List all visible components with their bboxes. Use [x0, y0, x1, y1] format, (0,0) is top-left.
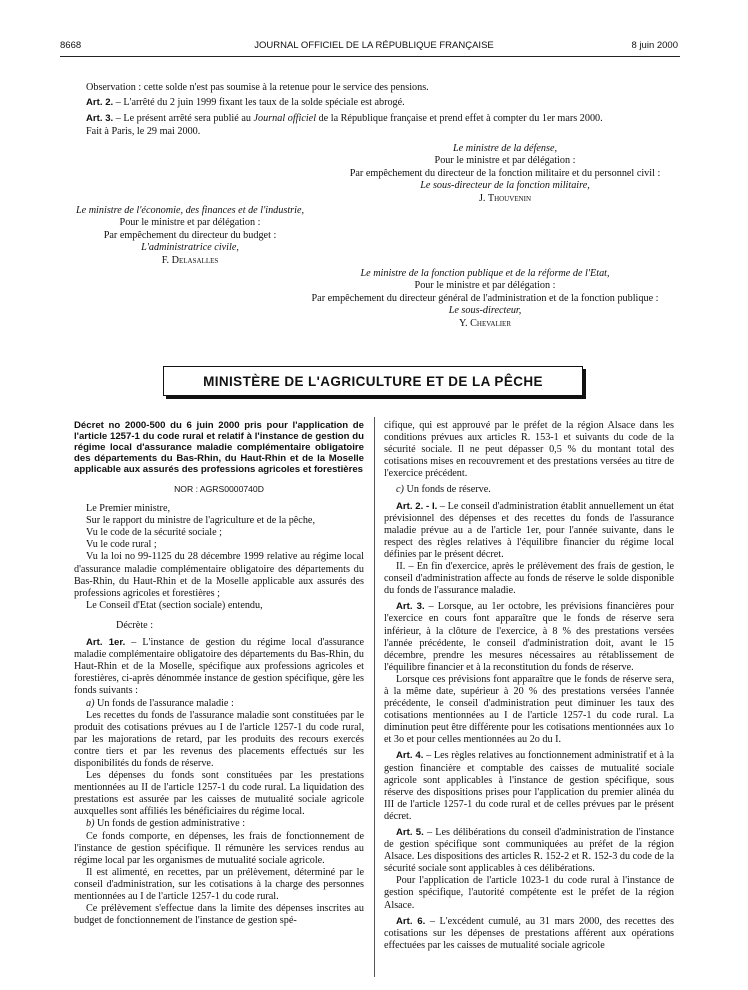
decree-title: Décret no 2000-500 du 6 juin 2000 pris pour l'application de l'article 1257-1 du code rural et relatif à l'instance de gestion du régime local d'assurance maladie complémentaire obligatoire des départements du Bas-Rhin, du Haut-Rhin et de la Moselle applicable aux assurés des professions agricoles et forestières [74, 420, 364, 475]
left-column [74, 420, 364, 927]
item-letter: b) [86, 818, 95, 830]
signature-title: Le ministre de la défense, [452, 143, 558, 154]
item-text: Un fonds de réserve. [403, 484, 491, 496]
item-text: Un fonds de l'assurance maladie : [94, 697, 234, 709]
item-letter: a) [86, 697, 95, 709]
paragraph: Vu la loi no 99-1125 du 28 décembre 1999 relative au régime local d'assurance maladie complémentaire obligatoire des départements du Bas-Rhin, du Haut-Rhin et de la Moselle applicable aux assurés des professions agricoles et forestières ; [74, 551, 364, 599]
signature-line: Pour le ministre et par délégation : [119, 217, 261, 229]
signature-line: Par empêchement du directeur de la fonction militaire et du personnel civil : [349, 167, 661, 179]
journal-name: Journal officiel [253, 113, 317, 124]
signature-line: Pour le ministre et par délégation : [414, 280, 556, 292]
date-place-line: Fait à Paris, le 29 mai 2000. [86, 126, 201, 137]
paragraph: Le Premier ministre, [86, 503, 171, 515]
paragraph: Le Conseil d'Etat (section sociale) entendu, [86, 599, 263, 611]
article-1 [74, 637, 364, 697]
paragraph: Pour l'application de l'article 1023-1 du code rural à l'instance de gestion spécifique, l'autorité compétente est le préfet de la région Alsace. [384, 875, 674, 911]
article-3 [384, 601, 674, 674]
paragraph: Sur le rapport du ministre de l'agriculture et de la pêche, [86, 515, 315, 527]
article-label: Art. 2. - I. [396, 500, 438, 512]
fund-b [74, 818, 364, 830]
fund-a [74, 698, 364, 710]
signatory-name: F. Delasalles [161, 254, 219, 266]
item-text: Un fonds de gestion administrative : [94, 818, 246, 830]
paragraph: cifique, qui est approuvé par le préfet de la région Alsace dans les conditions prévues aux articles R. 153-1 et suivants du code de la sécurité sociale. Il ne peut dépasser 0,5 % du montant total des cotisations mises en recouvrement et des prestations versées au titre de l'exercice précédent. [384, 420, 674, 480]
paragraph: Vu le code rural ; [86, 539, 157, 551]
prev-article-2 [86, 97, 405, 109]
observation-line: Observation : cette solde n'est pas soumise à la retenue pour le service des pensions. [86, 82, 429, 93]
article-4 [384, 750, 674, 823]
signature-fonction-publique [290, 268, 680, 330]
signatory-name: J. Thouvenin [478, 192, 532, 204]
article-label: Art. 1er. [86, 637, 126, 649]
signature-defense [330, 143, 680, 205]
paragraph: II. – En fin d'exercice, après le prélèvement des frais de gestion, le conseil d'administration affecte au fonds de réserve le solde disponible du fonds de l'assurance maladie. [384, 561, 674, 597]
article-text: de la République française et prend effet à compter du 1er mars 2000. [316, 113, 603, 124]
issue-date: 8 juin 2000 [631, 40, 678, 51]
signature-economie [60, 205, 320, 267]
article-label: Art. 5. [396, 827, 424, 838]
paragraph: Les dépenses du fonds sont constituées par les prestations mentionnées au II de l'article 1257-1 du code rural. La liquidation des prestations est assurée par les caisses de mutualité sociale agricole auxquelles sont affiliés les bénéficiaires du régime local. [74, 770, 364, 818]
signature-title: Le ministre de l'économie, des finances et de l'industrie, [75, 205, 305, 216]
article-label: Art. 2. [86, 97, 114, 108]
header-rule [60, 56, 680, 57]
article-text: – L'instance de gestion du régime local d'assurance maladie complémentaire obligatoire des départements du Bas-Rhin, du Haut-Rhin et de la Moselle, spécifique aux professions agricoles et forestières, ci-après dénommée instance de gestion spécifique, gère les fonds suivants : [74, 637, 364, 697]
article-2 [384, 501, 674, 561]
article-label: Art. 3. [396, 601, 425, 613]
article-text: – Lorsque, au 1er octobre, les prévisions financières pour l'exercice en cours font apparaître que le fonds de réserve sera inférieur, à la clôture de l'exercice, à 8 % des prestations versées l'année précédente, le conseil d'administration doit, avant le 15 décembre, prendre les mesures nécessaires au rétablissement de l'équilibre financier et à la reconstitution du fonds de réserve. [384, 601, 674, 673]
article-label: Art. 3. [86, 113, 114, 124]
article-text: – Le présent arrêté sera publié au [113, 113, 254, 124]
journal-title: JOURNAL OFFICIEL DE LA RÉPUBLIQUE FRANÇAISE [254, 40, 494, 51]
article-6 [384, 916, 674, 952]
paragraph: Ce fonds comporte, en dépenses, les frais de fonctionnement de l'instance de gestion spécifique. Il rémunère les services rendus au régime local par les organismes de mutualité sociale agricole. [74, 830, 364, 866]
signature-role: Le sous-directeur, [448, 305, 522, 317]
paragraph: Vu le code de la sécurité sociale ; [86, 527, 223, 539]
signature-line: Par empêchement du directeur général de l'administration et de la fonction publique : [311, 292, 659, 304]
signatory-name: Y. Chevalier [458, 317, 512, 329]
article-text: – Le conseil d'administration établit annuellement un état prévisionnel des dépenses et des recettes du fonds de l'assurance maladie prévue au a de l'article 1er, pour l'année suivante, dans le respect des règles relatives à l'équilibre financier du régime local définies par le présent décret. [384, 500, 674, 560]
article-text: – L'arrêté du 2 juin 1999 fixant les taux de la solde spéciale est abrogé. [113, 97, 405, 108]
paragraph: Il est alimenté, en recettes, par un prélèvement, déterminé par le conseil d'administration, sur les cotisations à la charge des personnes mentionnées au I de l'article 1257-1 du code rural. [74, 866, 364, 902]
nor-reference: NOR : AGRS0000740D [174, 484, 264, 494]
paragraph: Lorsque ces prévisions font apparaître que le fonds de réserve sera, à la même date, supérieur à 20 % des prestations versées l'année précédente, le conseil d'administration peut diminuer les taux des cotisations mentionnées au I de l'article 1257-1 du code rural. La diminution peut être différente pour les cotisations mentionnées aux 1o et 3o et pour celles mentionnées au 2o du I. [384, 673, 674, 746]
right-column [384, 420, 674, 952]
article-label: Art. 4. [396, 750, 424, 762]
item-letter: c) [396, 484, 404, 496]
article-5 [384, 827, 674, 875]
fund-c [384, 484, 674, 496]
ministry-heading [163, 366, 583, 396]
signature-line: Pour le ministre et par délégation : [434, 155, 576, 167]
ministry-title: MINISTÈRE DE L'AGRICULTURE ET DE LA PÊCHE [203, 373, 543, 389]
prev-article-3 [86, 113, 603, 125]
signature-role: Le sous-directeur de la fonction militaire, [420, 180, 590, 192]
signature-title: Le ministre de la fonction publique et de la réforme de l'Etat, [360, 268, 610, 279]
paragraph: Les recettes du fonds de l'assurance maladie sont constituées par le produit des cotisations prévues au I de l'article 1257-1 du code rural, par les majorations de retard, par les produits des recours exercés contre tiers et par les revenus des placements effectués sur les disponibilités du fonds de réserve. [74, 709, 364, 769]
paragraph: Ce prélèvement s'effectue dans la limite des dépenses inscrites au budget de fonctionnement de l'instance de gestion spé- [74, 903, 364, 927]
article-text: – Les délibérations du conseil d'administration de l'instance de gestion spécifique sont communiquées au préfet de la région Alsace. Les dispositions des articles R. 152-2 et R. 152-3 du code de la sécurité sociale sont applicables à ces délibérations. [384, 827, 674, 875]
decrete-heading: Décrète : [116, 619, 154, 631]
column-divider [374, 417, 375, 977]
page-number: 8668 [60, 40, 82, 51]
article-text: – Les règles relatives au fonctionnement administratif et à la gestion financière et comptable des caisses de mutualité sociale agricole sont applicables à l'instance de gestion spécifique, sous réserve des dispositions prises pour l'application du premier alinéa du III de l'article 1257-1 du code rural et de celles prévues par le présent décret. [384, 750, 674, 822]
article-label: Art. 6. [396, 915, 426, 927]
signature-line: Par empêchement du directeur du budget : [103, 229, 277, 241]
article-text: – L'excédent cumulé, au 31 mars 2000, des recettes des cotisations sur les dépenses de prestations afférent aux opérations effectuées par les caisses de mutualité sociale agricole [384, 915, 674, 951]
signature-role: L'administratrice civile, [141, 242, 239, 254]
